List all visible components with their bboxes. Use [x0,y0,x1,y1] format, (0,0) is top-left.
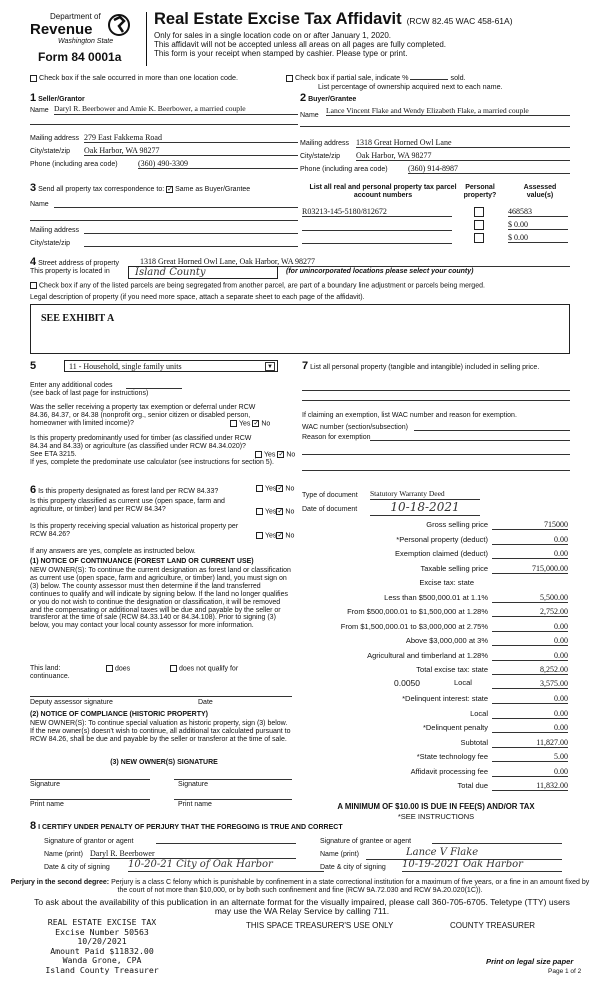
buyer-name-field[interactable]: Lance Vincent Flake and Wendy Elizabeth Flake, a married couple [326,106,570,116]
calc-row-value[interactable]: 715,000.00 [492,564,568,574]
correspondence-label: Send all property tax correspondence to: [38,186,165,193]
grantor-name-field[interactable]: Daryl R. Beerbower [90,849,296,859]
section-6-number: 6 [30,484,37,496]
calc-row-value[interactable]: 0.00 [492,723,568,733]
section-8 [30,820,570,876]
personal-property-checkbox[interactable] [474,207,484,217]
buyer-mail-label: Mailing address [300,140,350,147]
corr-city-row [30,240,298,248]
calc-row-value[interactable]: 0.00 [492,636,568,646]
compliance-text: NEW OWNER(S): To continue special valuation as historic property, sign (3) below. If the new owner(s) doesn't wish to continue, all additional tax calculated pursuant to RCW 84.26, shall be due and payable by the seller or transferor at the time of sale. [30,720,291,744]
header [28,8,588,68]
grantor-date-field[interactable]: 10-20-21 City of Oak Harbor [128,859,324,872]
assessed-value-field[interactable]: 468583 [508,207,568,217]
calc-row-label: From $500,000.01 to $1,500,000 at 1.28% [347,607,488,616]
grantee-name-label: Name (print) [320,851,359,858]
owner-signature-line[interactable] [30,779,150,780]
dept-line3: Washington State [58,38,114,45]
calc-row-label: Gross selling price [426,520,488,529]
dor-logo [28,8,148,64]
calc-row-label: Affidavit processing fee [410,766,488,776]
section-1-number: 1 [30,92,37,104]
q-exemption-no-checkbox[interactable]: ✓ [253,420,260,427]
seller-mail-field[interactable]: 279 East Fakkema Road [84,133,298,143]
same-as-buyer-checkbox[interactable]: ✓ [167,185,173,193]
parcel-table [302,182,570,252]
q-forest [30,484,298,497]
minimum-note: A MINIMUM OF $10.00 IS DUE IN FEE(S) AND/OR TAX [337,802,535,811]
q-timber-answers [255,451,295,459]
grantor-name-label: Name (print) [44,851,83,858]
calc-row-value[interactable]: 5,500.00 [492,593,568,603]
grantor-sig-row [44,838,304,846]
q-forest-text: Is this property designated as forest land per RCW 84.33? [38,488,219,495]
calc-row [302,694,570,706]
q-exemption [30,404,298,428]
calc-row-label: Exemption claimed (deduct) [395,549,488,558]
section-3-number: 3 [30,182,37,194]
owner2-signature-line[interactable] [174,779,292,780]
buyer-heading: Buyer/Grantee [308,96,357,103]
partial-sale-label: Check box if partial sale, indicate % [295,73,409,82]
section-5-number: 5 [30,360,37,372]
grantee-signature[interactable] [432,830,562,844]
perjury-text: Perjury is a class C felony which is punishable by confinement in a state correctional institution for a maximum of five years, or a fine in an amount fixed by the court of not more than $10,000, or by both such confinement and fine (RCW 9A.72.030 and RCW 9A.20.020(1C)). [111,879,590,895]
treasurer-use-label: THIS SPACE TREASURER'S USE ONLY [246,921,394,930]
buyer-phone-field[interactable]: (360) 914-8987 [408,164,570,174]
multi-location-label: Check box if the sale occurred in more than one location code. [39,73,238,82]
stamp-line: Excise Number 50563 [55,926,149,937]
q-historic-text: Is this property receiving special valuation as historical property per RCW 84.26? [30,523,239,539]
q-exemption-yes-checkbox[interactable] [230,420,237,427]
corr-name-field[interactable] [54,207,298,208]
corr-name-label: Name [30,201,49,208]
reason-field[interactable] [370,440,570,441]
buyer-section [300,92,570,178]
assessed-value-field[interactable]: $ 0.00 [508,220,568,230]
parcel-row [302,220,570,232]
calc-row-label: *Delinquent penalty [422,723,488,732]
assessed-value-field[interactable]: $ 0.00 [508,233,568,243]
legal-description-field[interactable] [30,304,570,354]
calc-row [302,564,570,576]
codes-row [30,382,298,398]
calc-row [302,622,570,634]
header-divider [146,12,147,66]
q-current-use-answers [256,508,294,516]
calc-row-value[interactable]: 2,752.00 [492,607,568,617]
same-as-buyer-label: Same as Buyer/Grantee [175,186,251,193]
owner2-print-line[interactable] [174,799,292,800]
seller-city-row [30,148,298,156]
land-use-value: 11 - Household, single family units [69,362,182,371]
no-label: No [261,420,271,428]
wac-field[interactable] [414,430,570,431]
street-field[interactable]: 1318 Great Horned Owl Lane, Oak Harbor, WA 98277 [140,257,570,267]
buyer-phone-label: Phone (including area code) [300,166,388,173]
q-timber-note: If yes, complete the predominate use calculator (see instructions for section 5). [30,459,274,467]
perjury-note [8,879,592,895]
located-row [30,268,570,276]
legal-paper-note: Print on legal size paper [486,957,574,966]
grantee-name-row [320,847,570,859]
does-qualify-checkbox[interactable] [106,665,113,672]
calc-row-value[interactable]: 5.00 [492,752,568,762]
calc-row-value[interactable]: 0.00 [492,767,568,777]
personal-property-checkbox[interactable] [474,220,484,230]
reason-label: Reason for exemption [302,434,371,441]
calc-row-label: *Delinquent interest: state [402,694,488,703]
grantee-sig-label: Signature of grantee or agent [320,838,412,845]
wac-label: WAC number (section/subsection) [302,424,408,431]
calc-row [302,767,570,779]
continuance-heading: (1) NOTICE OF CONTINUANCE (FOREST LAND OR CURRENT USE) [30,558,254,565]
no-label: No [285,485,295,493]
q-current-use-no-checkbox[interactable]: ✓ [277,508,284,515]
parcel-number-field[interactable] [302,220,452,231]
seller-phone-row [30,161,298,169]
calc-row-label: Total due [457,781,488,790]
buyer-city-field[interactable]: Oak Harbor, WA 98277 [356,151,570,161]
calc-row-label: Local [470,708,488,718]
grantee-date-label: Date & city of signing [320,864,386,871]
yes-label: Yes [265,485,277,493]
street-row [30,256,570,269]
local-rate-label: Local [454,678,472,687]
county-treasurer-label: COUNTY TREASURER [450,921,536,930]
stamp-line: REAL ESTATE EXCISE TAX [47,917,157,927]
calc-row-label: *Personal property (deduct) [396,534,488,544]
codes-note: (see back of last page for instructions) [30,390,149,398]
buyer-phone-row [300,166,570,174]
grantee-name-field[interactable]: Lance V Flake [366,847,562,860]
multi-location-checkbox[interactable] [30,75,37,82]
calc-row-label: *State technology fee [416,752,488,761]
perjury-heading: Perjury in the second degree: [10,879,110,886]
located-note: (for unincorporated locations please select your county) [286,268,474,275]
personal-col-header: Personal property? [463,184,497,200]
section-6 [30,484,298,829]
grantor-name-row [44,851,304,859]
reason-line2[interactable] [302,454,570,455]
calc-row [302,636,570,648]
grantor-signature[interactable] [156,830,296,844]
seller-city-label: City/state/zip [30,148,71,155]
local-rate-value: 0.0050 [394,678,420,688]
buyer-mail-field[interactable]: 1318 Great Horned Owl Lane [356,138,570,148]
buyer-name-label: Name [300,112,319,119]
seller-phone-field[interactable]: (360) 490-3309 [138,159,298,169]
seller-name-field[interactable]: Daryl R. Beerbower and Amie K. Beerbower, a married couple [54,105,298,115]
corr-mail-label: Mailing address [30,227,80,234]
doc-type-row [302,489,570,500]
calc-row [302,535,570,547]
chevron-down-icon: ▼ [265,362,275,371]
doc-type-label: Type of document [302,492,358,499]
corr-mail-row [30,227,298,235]
buyer-city-label: City/state/zip [300,153,341,160]
calc-row [302,665,570,677]
calc-row-label: From $1,500,000.01 to $3,000,000 at 2.75% [340,621,488,631]
segregated-row [30,282,570,290]
dept-line2: Revenue [30,21,93,38]
calc-row-label: Excise tax: state [419,578,474,587]
q-historic [30,523,298,539]
calc-row-value[interactable]: 715000 [492,520,568,530]
grantee-sig-row [320,838,570,846]
calc-row-value[interactable]: 8,252.00 [492,665,568,675]
seller-heading: Seller/Grantor [38,96,85,103]
grantee-date-row [320,859,570,872]
seller-name-label: Name [30,107,49,114]
form-number: Form 84 0001a [38,50,122,64]
section-5 [30,358,298,480]
segregated-label: Check box if any of the listed parcels are being segregated from another parcel, are part of a boundary line adjustment or parcels being merged. [39,282,485,290]
q-historic-answers [256,532,294,540]
owner-print-label: Print name [30,801,64,808]
partial-sale-checkbox[interactable] [286,75,293,82]
codes-field[interactable] [126,388,182,389]
local-rate-row [302,679,570,691]
section-2-number: 2 [300,92,307,104]
stamp-line: 10/20/2021 [77,936,127,947]
q-current-use-yes-checkbox[interactable] [256,508,263,515]
section-4 [30,256,570,356]
land-use-select[interactable] [64,360,278,372]
calc-row-label: Subtotal [460,737,488,747]
reason-row [302,434,570,442]
corr-city-field[interactable] [84,246,298,247]
yes-label: Yes [265,532,277,540]
calc-row-value[interactable]: 0.00 [492,694,568,704]
continuance-text: NEW OWNER(S): To continue the current designation as forest land or classification as current use (open space, farm and agriculture, or timber) land, you must sign on (3) below. The county assessor must then determine if the land transferred continues to qualify and will indicate by signing below. If the land no longer qualifies or you do not wish to continue the designation or classification, it will be removed and the compensating or additional taxes will be due and payable by the seller or transferor at the time of sale (RCW 84.33.140 or 84.34.108). Prior to signing (3) below, you may contact your local county assessor for more information. [30,567,291,630]
calc-row [302,607,570,619]
owner2-signature-label: Signature [178,781,208,788]
tax-calculation [302,520,570,820]
q-timber-yes-checkbox[interactable] [255,451,262,458]
q-historic-yes-checkbox[interactable] [256,532,263,539]
seller-name-row [30,104,298,115]
excise-stamp [22,918,182,976]
calc-row [302,578,570,590]
grantee-date-field[interactable]: 10-19-2021 Oak Harbor [402,859,562,872]
street-label: Street address of property [38,260,120,267]
calc-row-label: Total excise tax: state [416,665,488,674]
list-pct-note: List percentage of ownership acquired next to each name. [318,82,503,92]
personal-property-label: List all personal property (tangible and intangible) included in selling price. [310,364,540,371]
q-timber [30,435,298,467]
corr-name-line2[interactable] [30,220,298,221]
yes-label: Yes [239,420,251,428]
section-8-number: 8 [30,820,37,832]
doc-date-field[interactable]: 10-18-2021 [370,501,480,516]
q-current-use-text: Is this property classified as current use (open space, farm and agriculture, or timber) land per RCW 84.34? [30,498,225,514]
personal-property-line[interactable] [302,390,570,391]
exemption-label: If claiming an exemption, list WAC number and reason for exemption. [302,412,517,419]
legal-label: Legal description of property (if you need more space, attach a separate sheet to each page of the affidavit). [30,294,365,301]
no-label: No [286,451,296,459]
stamp-line: Amount Paid $11832.00 [50,945,154,956]
parcel-col-header: List all real and personal property tax parcel account numbers [309,184,457,200]
calc-row-value[interactable]: 0.00 [492,535,568,545]
alternate-format-note: To ask about the availability of this publication in an alternate format for the visually impaired, please call 360-705-6705. Teletype (TTY) users may use the WA Relay Service by calling 711. [34,897,570,917]
corr-name-row [30,201,298,209]
q-timber-text: Is this property predominantly used for timber (as classified under RCW 84.34 and 84.33) or agriculture (as classified under RCW 84.34.020)? See ETA 3215. [30,435,252,459]
parcel-row [302,207,570,219]
calc-row-value[interactable]: 11,827.00 [492,738,568,748]
wac-row [302,424,570,432]
calc-row [302,520,570,532]
q-exemption-text: Was the seller receiving a property tax exemption or deferral under RCW 84.36, 84.37, or 84.38 (nonprofit org., senior citizen or disabled person, homeowner with limited income)? [30,404,256,428]
corr-city-label: City/state/zip [30,240,71,247]
owner-signature-label: Signature [30,781,60,788]
calc-row-value[interactable]: 0.00 [492,651,568,661]
codes-label: Enter any additional codes [30,382,113,389]
sold-label: sold. [450,73,466,82]
section-4-number: 4 [30,256,37,268]
calc-row [302,549,570,561]
calc-row-value[interactable]: 0.00 [492,622,568,632]
yes-label: Yes [265,508,277,516]
land-qualify-row [30,665,298,681]
header-note1: Only for sales in a single location code on or after January 1, 2020. [154,30,392,40]
revenue-logo-icon [108,12,130,38]
certify-text: I CERTIFY UNDER PENALTY OF PERJURY THAT THE FOREGOING IS TRUE AND CORRECT [38,824,343,831]
q-exemption-answers [230,420,270,428]
land-label: This land: [30,665,61,672]
q-forest-yes-checkbox[interactable] [256,485,263,492]
doc-type-field[interactable]: Statutory Warranty Deed [370,490,480,500]
calc-row-label: Agricultural and timberland at 1.28% [367,650,488,660]
personal-property-line[interactable] [302,400,570,401]
buyer-name-line2[interactable] [300,126,570,127]
doc-date-row [302,500,570,514]
calc-row [302,738,570,750]
seller-name-line2[interactable] [30,124,298,125]
partial-pct-field[interactable] [410,79,448,80]
header-title-block [154,10,584,59]
new-owner-signature-heading: (3) NEW OWNER(S) SIGNATURE [110,759,218,766]
calc-row-value[interactable]: 11,832.00 [492,781,568,791]
multi-location-row [30,74,238,82]
calc-row [302,709,570,721]
yes-label: Yes [264,451,276,459]
calc-row [302,752,570,764]
seller-section [30,92,298,178]
calc-row [302,781,570,793]
stamp-line: Island County Treasurer [45,964,159,975]
seller-phone-label: Phone (including area code) [30,161,118,168]
located-label: This property is located in [30,268,110,275]
q-forest-no-checkbox[interactable]: ✓ [277,485,284,492]
calc-row-label: Less than $500,000.01 at 1.1% [384,592,488,602]
local-tax-value[interactable]: 3,575.00 [492,679,568,689]
calc-row [302,651,570,663]
stamp-line: Wanda Grone, CPA [62,955,142,966]
grantor-date-row [44,859,334,872]
header-note3: This form is your receipt when stamped by cashier. Please type or print. [154,49,408,59]
partial-sale-row [286,74,503,92]
personal-property-checkbox[interactable] [474,233,484,243]
owner2-print-label: Print name [178,801,212,808]
owner-print-line[interactable] [30,799,150,800]
buyer-name-row [300,106,570,120]
calc-row [302,723,570,735]
continuance-label: continuance. [30,673,70,681]
q-timber-no-checkbox[interactable]: ✓ [278,451,285,458]
parcel-number-field[interactable] [302,233,452,244]
calc-row-value[interactable]: 0.00 [492,549,568,559]
calc-row-label: Above $3,000,000 at 3% [405,636,488,645]
seller-city-field[interactable]: Oak Harbor, WA 98277 [84,146,298,156]
parcel-row [302,233,570,245]
buyer-mail-row [300,140,570,148]
calc-row-label: Taxable selling price [420,563,488,573]
header-note2: This affidavit will not be accepted unless all areas on all pages are fully completed. [154,40,447,50]
does-label: does [115,665,131,673]
if-yes-note: If any answers are yes, complete as instructed below. [30,548,196,555]
calc-row-value[interactable]: 0.00 [492,709,568,719]
doc-date-label: Date of document [302,506,358,513]
grantor-sig-label: Signature of grantor or agent [44,838,134,845]
deputy-date-label: Date [198,699,213,706]
q-historic-no-checkbox[interactable]: ✓ [277,532,284,539]
buyer-city-row [300,153,570,161]
section-7 [302,360,570,520]
calc-row [302,593,570,605]
parcel-number-field[interactable]: R03213-145-5180/812672 [302,207,452,217]
seller-mail-label: Mailing address [30,135,80,142]
does-not-qualify-label: does not qualify for [179,665,239,673]
assessed-col-header: Assessed value(s) [523,184,557,200]
page-title: Real Estate Excise Tax Affidavit [154,10,402,28]
legal-description-value: SEE EXHIBIT A [41,313,115,324]
compliance-heading: (2) NOTICE OF COMPLIANCE (HISTORIC PROPERTY) [30,711,208,718]
grantor-date-label: Date & city of signing [44,864,110,871]
does-not-qualify-checkbox[interactable] [170,665,177,672]
rcw-ref: (RCW 82.45 WAC 458-61A) [406,16,513,26]
section-3 [30,182,298,250]
q-forest-answers [256,485,294,493]
no-label: No [285,508,295,516]
page-number: Page 1 of 2 [548,968,582,975]
no-label: No [285,532,295,540]
corr-mail-field[interactable] [84,233,298,234]
county-select[interactable]: Island County [128,266,278,279]
seller-mail-row [30,135,298,143]
deputy-signature-label: Deputy assessor signature [30,699,113,706]
section-7-number: 7 [302,360,309,372]
see-instructions: *SEE INSTRUCTIONS [397,812,475,821]
reason-line3[interactable] [302,470,570,471]
q-current-use [30,498,298,514]
deputy-signature-line[interactable] [30,696,292,697]
dept-line1: Department of [50,12,101,21]
segregated-checkbox[interactable] [30,282,37,289]
